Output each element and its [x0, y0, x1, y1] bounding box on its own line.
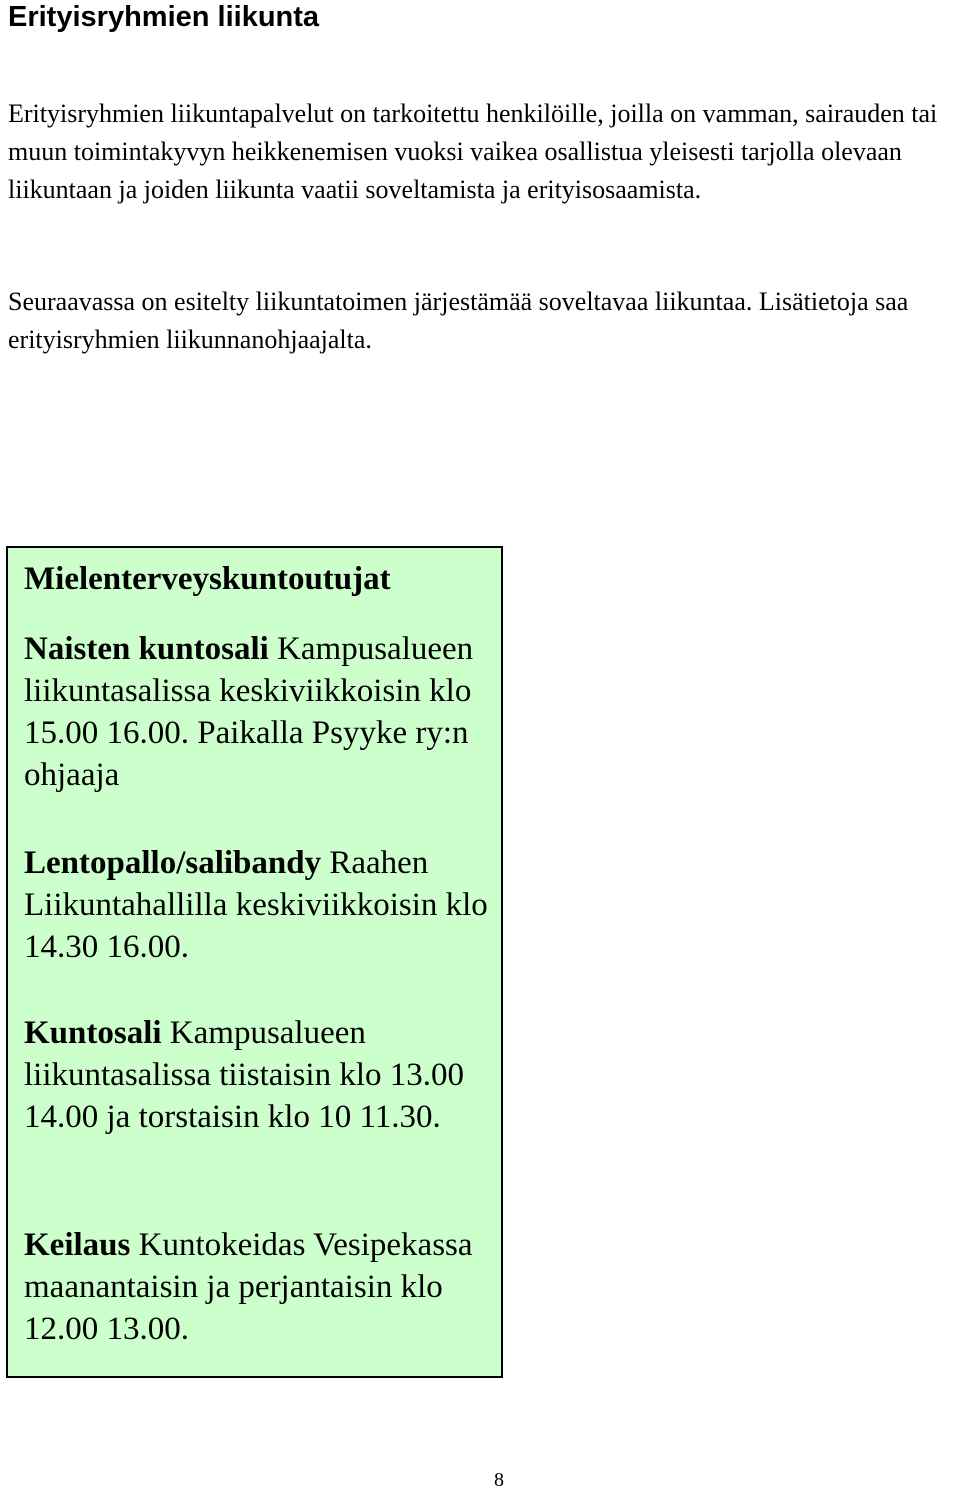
activity-name: Naisten kuntosali: [24, 631, 269, 667]
activity-keilaus: [24, 1224, 494, 1350]
box-title: Mielenterveyskuntoutujat: [24, 561, 391, 597]
activity-lentopallo-salibandy: [24, 842, 494, 968]
activity-kuntosali: [24, 1012, 494, 1138]
activity-name: Kuntosali: [24, 1015, 162, 1051]
activity-name: Keilaus: [24, 1227, 131, 1263]
activity-details: Raahen Liikuntahallilla keskiviikkoisin klo 14.30 16.00.: [24, 845, 488, 965]
intro-paragraph: Erityisryhmien liikuntapalvelut on tarkoitettu henkilöille, joilla on vamman, sairauden tai muun toimintakyvyn heikkenemisen vuoksi vaikea osallistua yleisesti tarjolla olevaan liikuntaan ja joiden liikunta vaatii soveltamista ja erityisosaamista.: [8, 99, 938, 204]
page-number: 8: [494, 1469, 504, 1491]
page-title: Erityisryhmien liikunta: [8, 1, 320, 33]
activity-name: Lentopallo/salibandy: [24, 845, 322, 881]
activity-details: Kuntokeidas Vesipekassa maanantaisin ja perjantaisin klo 12.00 13.00.: [24, 1227, 473, 1347]
activities-box: [6, 546, 503, 1378]
activity-details: Kampusalueen liikuntasalissa tiistaisin klo 13.00 14.00 ja torstaisin klo 10 11.30.: [24, 1015, 464, 1135]
info-paragraph: Seuraavassa on esitelty liikuntatoimen järjestämää soveltavaa liikuntaa. Lisätietoja saa erityisryhmien liikunnanohjaajalta.: [8, 287, 909, 354]
activity-naisten-kuntosali: [24, 628, 494, 796]
activity-details: Kampusalueen liikuntasalissa keskiviikkoisin klo 15.00 16.00. Paikalla Psyyke ry:n ohjaaja: [24, 631, 474, 793]
